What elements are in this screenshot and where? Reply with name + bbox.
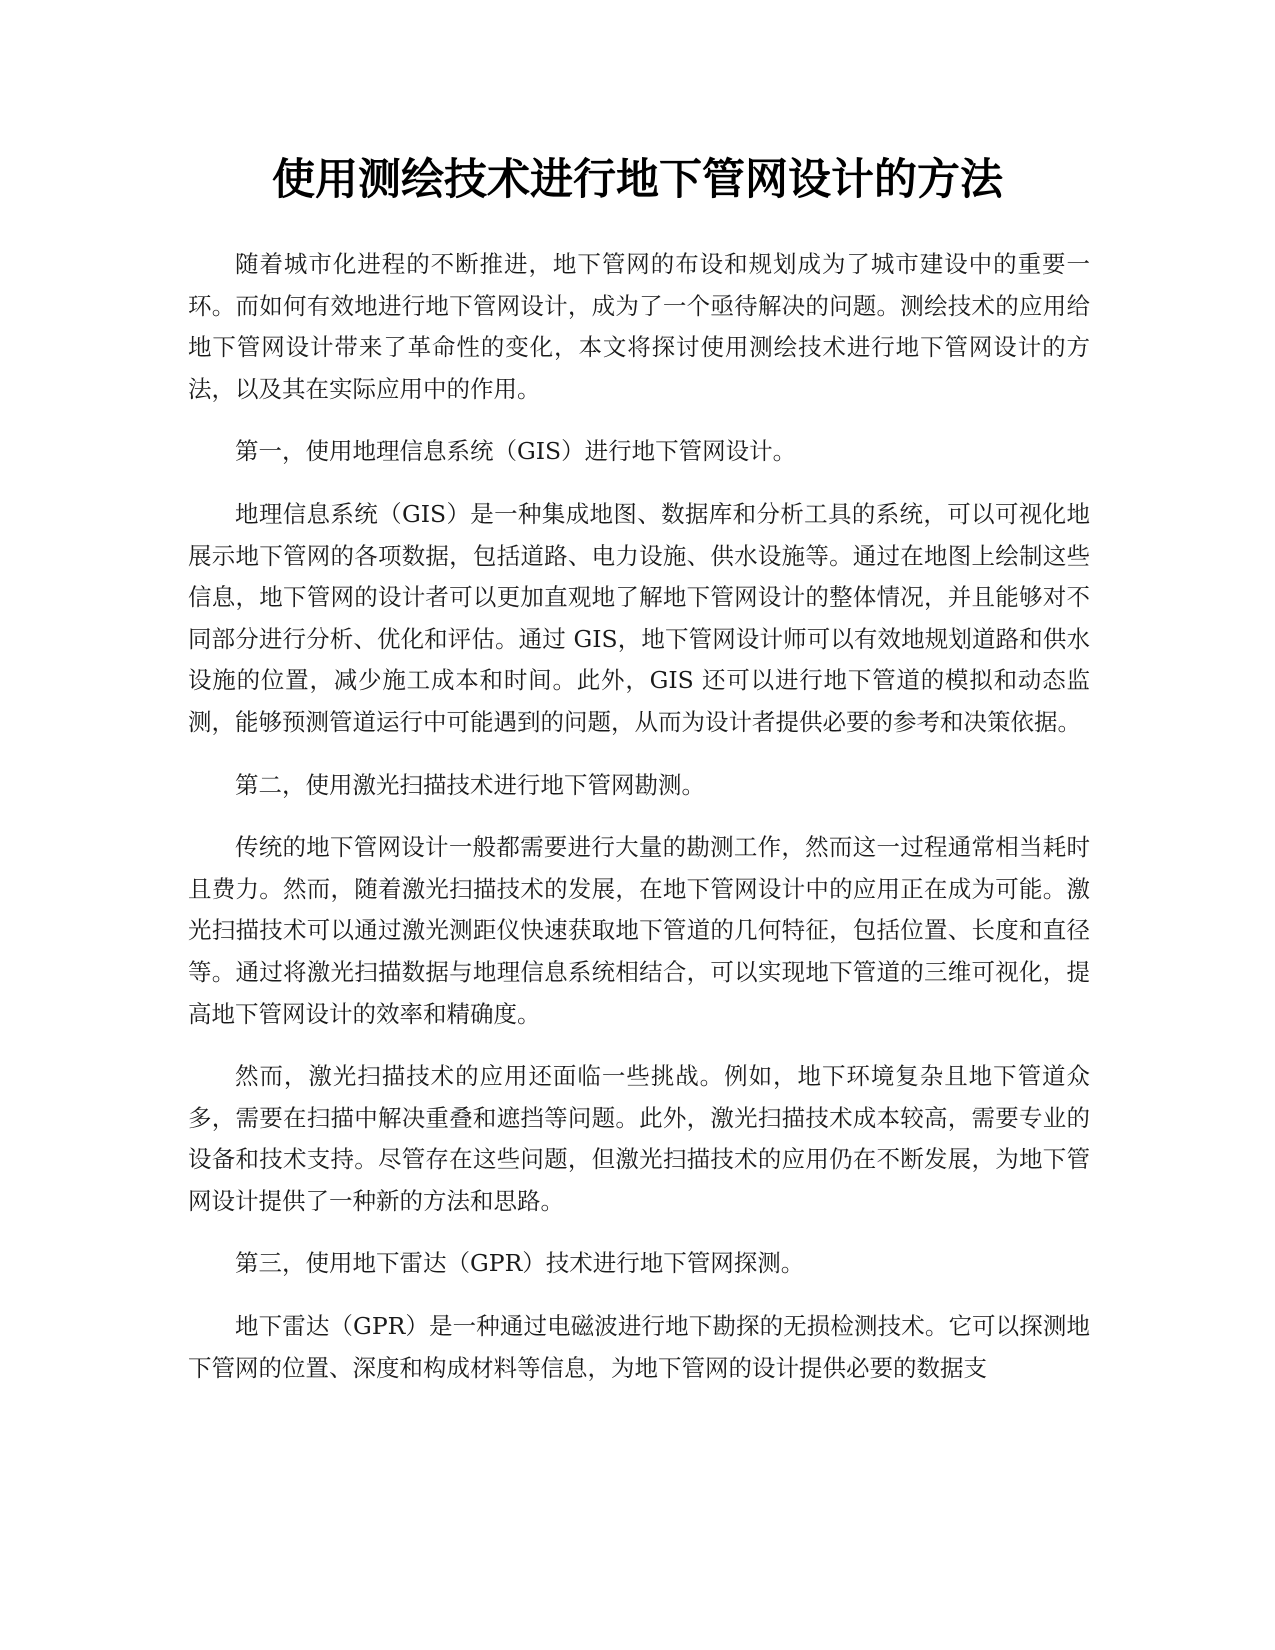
- paragraph-gis: 地理信息系统（GIS）是一种集成地图、数据库和分析工具的系统，可以可视化地展示地下管网的各项数据，包括道路、电力设施、供水设施等。通过在地图上绘制这些信息，地下管网的设计者可以更加直观地了解地下管网设计的整体情况，并且能够对不同部分进行分析、优化和评估。通过 GIS，地下管网设计师可以有效地规划道路和供水设施的位置，减少施工成本和时间。此外，GIS 还可以进行地下管道的模拟和动态监测，能够预测管道运行中可能遇到的问题，从而为设计者提供必要的参考和决策依据。: [188, 499, 1090, 736]
- section-heading-laser: 第二，使用激光扫描技术进行地下管网勘测。: [235, 770, 705, 799]
- section-heading-gpr: 第三，使用地下雷达（GPR）技术进行地下管网探测。: [235, 1249, 805, 1278]
- section-heading-gis: 第一，使用地理信息系统（GIS）进行地下管网设计。: [235, 437, 797, 466]
- paragraph-laser: 传统的地下管网设计一般都需要进行大量的勘测工作，然而这一过程通常相当耗时且费力。然而，随着激光扫描技术的发展，在地下管网设计中的应用正在成为可能。激光扫描技术可以通过激光测距仪快速获取地下管道的几何特征，包括位置、长度和直径等。通过将激光扫描数据与地理信息系统相结合，可以实现地下管道的三维可视化，提高地下管网设计的效率和精确度。: [188, 833, 1090, 1028]
- document-title: 使用测绘技术进行地下管网设计的方法: [272, 155, 1003, 205]
- paragraph-laser-challenges: 然而，激光扫描技术的应用还面临一些挑战。例如，地下环境复杂且地下管道众多，需要在扫描中解决重叠和遮挡等问题。此外，激光扫描技术成本较高，需要专业的设备和技术支持。尽管存在这些问题，但激光扫描技术的应用仍在不断发展，为地下管网设计提供了一种新的方法和思路。: [188, 1062, 1090, 1215]
- paragraph-intro: 随着城市化进程的不断推进，地下管网的布设和规划成为了城市建设中的重要一环。而如何有效地进行地下管网设计，成为了一个亟待解决的问题。测绘技术的应用给地下管网设计带来了革命性的变化，本文将探讨使用测绘技术进行地下管网设计的方法，以及其在实际应用中的作用。: [188, 250, 1090, 403]
- paragraph-gpr: 地下雷达（GPR）是一种通过电磁波进行地下勘探的无损检测技术。它可以探测地下管网的位置、深度和构成材料等信息，为地下管网的设计提供必要的数据支: [188, 1312, 1090, 1382]
- document-body: [188, 244, 1090, 1410]
